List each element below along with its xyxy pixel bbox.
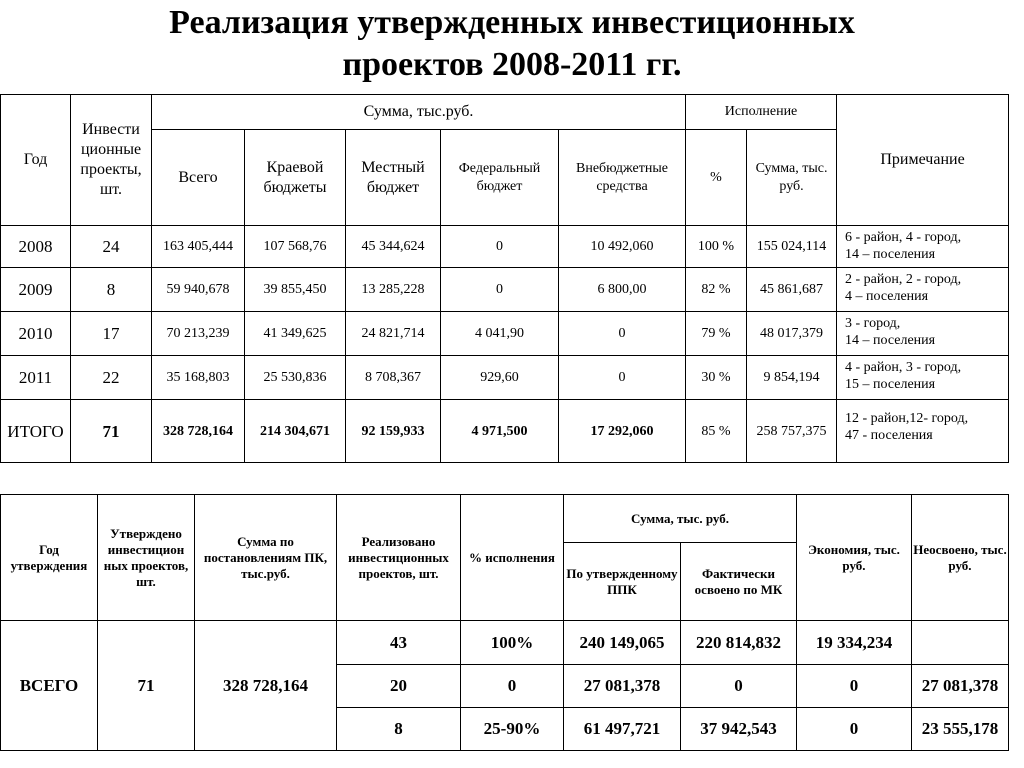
cell-percent: 100 % — [686, 226, 747, 268]
cell-exec-sum: 155 024,114 — [747, 226, 837, 268]
header-approved: Утверждено инвестицион ных проектов, шт. — [98, 495, 195, 621]
header-projects: Инвести ционные проекты, шт. — [71, 95, 152, 226]
cell-percent: 82 % — [686, 268, 747, 312]
cell-percent: 30 % — [686, 356, 747, 400]
cell-unspent: 27 081,378 — [912, 665, 1009, 708]
cell-unspent: 23 555,178 — [912, 708, 1009, 751]
cell-regional: 214 304,671 — [245, 400, 346, 463]
note-line: 14 – поселения — [845, 333, 936, 348]
header-by-ppk: По утвержденному ППК — [564, 543, 681, 621]
cell-exec-sum: 48 017,379 — [747, 312, 837, 356]
cell-local: 24 821,714 — [346, 312, 441, 356]
note-line: 6 - район, 4 - город, — [845, 230, 962, 245]
table-row — [1, 621, 1009, 665]
cell-exec-sum: 9 854,194 — [747, 356, 837, 400]
header-approval-year: Год утверждения — [1, 495, 98, 621]
cell-federal: 0 — [441, 268, 559, 312]
cell-note — [837, 400, 1009, 463]
cell-offbudget: 0 — [559, 356, 686, 400]
header-exec-sum: Сумма, тыс. руб. — [747, 130, 837, 226]
cell-year: 2009 — [1, 268, 71, 312]
table-row — [1, 268, 1009, 312]
header-federal: Федеральный бюджет — [441, 130, 559, 226]
projects-by-year-table — [0, 94, 1009, 463]
cell-by-ppk: 27 081,378 — [564, 665, 681, 708]
header-year: Год — [1, 95, 71, 226]
title-line-2: проектов 2008-2011 гг. — [342, 46, 682, 83]
cell-regional: 25 530,836 — [245, 356, 346, 400]
cell-actual: 0 — [681, 665, 797, 708]
header-economy: Экономия, тыс. руб. — [797, 495, 912, 621]
cell-note — [837, 312, 1009, 356]
cell-federal: 4 971,500 — [441, 400, 559, 463]
cell-note — [837, 356, 1009, 400]
cell-local: 45 344,624 — [346, 226, 441, 268]
note-line: 12 - район,12- город, — [845, 411, 969, 426]
note-line: 47 - поселения — [845, 428, 933, 443]
header-sum-group: Сумма, тыс.руб. — [152, 95, 686, 130]
cell-economy: 0 — [797, 665, 912, 708]
header-percent: % — [686, 130, 747, 226]
cell-federal: 0 — [441, 226, 559, 268]
cell-offbudget: 10 492,060 — [559, 226, 686, 268]
table-row — [1, 356, 1009, 400]
header-realized: Реализовано инвестиционных проектов, шт. — [337, 495, 461, 621]
cell-local: 8 708,367 — [346, 356, 441, 400]
table-row — [1, 226, 1009, 268]
cell-percent: 25-90% — [461, 708, 564, 751]
cell-percent: 100% — [461, 621, 564, 665]
cell-federal: 4 041,90 — [441, 312, 559, 356]
cell-exec-sum: 45 861,687 — [747, 268, 837, 312]
cell-total: 163 405,444 — [152, 226, 245, 268]
header-actual: Фактически освоено по МК — [681, 543, 797, 621]
cell-projects: 24 — [71, 226, 152, 268]
cell-note — [837, 268, 1009, 312]
cell-local: 13 285,228 — [346, 268, 441, 312]
note-line: 14 – поселения — [845, 247, 936, 262]
cell-year: 2010 — [1, 312, 71, 356]
note-line: 2 - район, 2 - город, — [845, 272, 962, 287]
page-title — [0, 0, 1024, 86]
header-percent-exec: % исполнения — [461, 495, 564, 621]
header-sum-pk: Сумма по постановлениям ПК, тыс.руб. — [195, 495, 337, 621]
total-row — [1, 400, 1009, 463]
cell-regional: 107 568,76 — [245, 226, 346, 268]
header-sum-group: Сумма, тыс. руб. — [564, 495, 797, 543]
cell-actual: 37 942,543 — [681, 708, 797, 751]
cell-offbudget: 17 292,060 — [559, 400, 686, 463]
cell-realized: 8 — [337, 708, 461, 751]
cell-regional: 39 855,450 — [245, 268, 346, 312]
table-row — [1, 312, 1009, 356]
cell-total: 59 940,678 — [152, 268, 245, 312]
header-exec-group: Исполнение — [686, 95, 837, 130]
cell-actual: 220 814,832 — [681, 621, 797, 665]
cell-total: 70 213,239 — [152, 312, 245, 356]
cell-projects: 71 — [71, 400, 152, 463]
cell-local: 92 159,933 — [346, 400, 441, 463]
cell-total: 328 728,164 — [152, 400, 245, 463]
note-line: 4 - район, 3 - город, — [845, 360, 962, 375]
cell-percent: 0 — [461, 665, 564, 708]
cell-realized: 43 — [337, 621, 461, 665]
cell-percent: 79 % — [686, 312, 747, 356]
cell-by-ppk: 61 497,721 — [564, 708, 681, 751]
cell-year: 2008 — [1, 226, 71, 268]
cell-total-label: ИТОГО — [1, 400, 71, 463]
cell-economy: 0 — [797, 708, 912, 751]
cell-sum-pk: 328 728,164 — [195, 621, 337, 751]
cell-by-ppk: 240 149,065 — [564, 621, 681, 665]
header-note: Примечание — [837, 95, 1009, 226]
header-offbudget: Внебюджетные средства — [559, 130, 686, 226]
cell-federal: 929,60 — [441, 356, 559, 400]
note-line: 3 - город, — [845, 316, 901, 331]
cell-total: 35 168,803 — [152, 356, 245, 400]
cell-exec-sum: 258 757,375 — [747, 400, 837, 463]
cell-total-label: ВСЕГО — [1, 621, 98, 751]
cell-economy: 19 334,234 — [797, 621, 912, 665]
cell-projects: 22 — [71, 356, 152, 400]
approval-summary-table — [0, 494, 1009, 751]
cell-approved: 71 — [98, 621, 195, 751]
title-line-1: Реализация утвержденных инвестиционных — [169, 4, 855, 41]
header-unspent: Неосвоено, тыс. руб. — [912, 495, 1009, 621]
note-line: 15 – поселения — [845, 377, 936, 392]
cell-unspent — [912, 621, 1009, 665]
header-total: Всего — [152, 130, 245, 226]
cell-offbudget: 0 — [559, 312, 686, 356]
header-local: Местный бюджет — [346, 130, 441, 226]
cell-projects: 17 — [71, 312, 152, 356]
cell-percent: 85 % — [686, 400, 747, 463]
cell-projects: 8 — [71, 268, 152, 312]
cell-realized: 20 — [337, 665, 461, 708]
note-line: 4 – поселения — [845, 289, 929, 304]
header-regional: Краевой бюджеты — [245, 130, 346, 226]
cell-note — [837, 226, 1009, 268]
cell-regional: 41 349,625 — [245, 312, 346, 356]
cell-year: 2011 — [1, 356, 71, 400]
cell-offbudget: 6 800,00 — [559, 268, 686, 312]
